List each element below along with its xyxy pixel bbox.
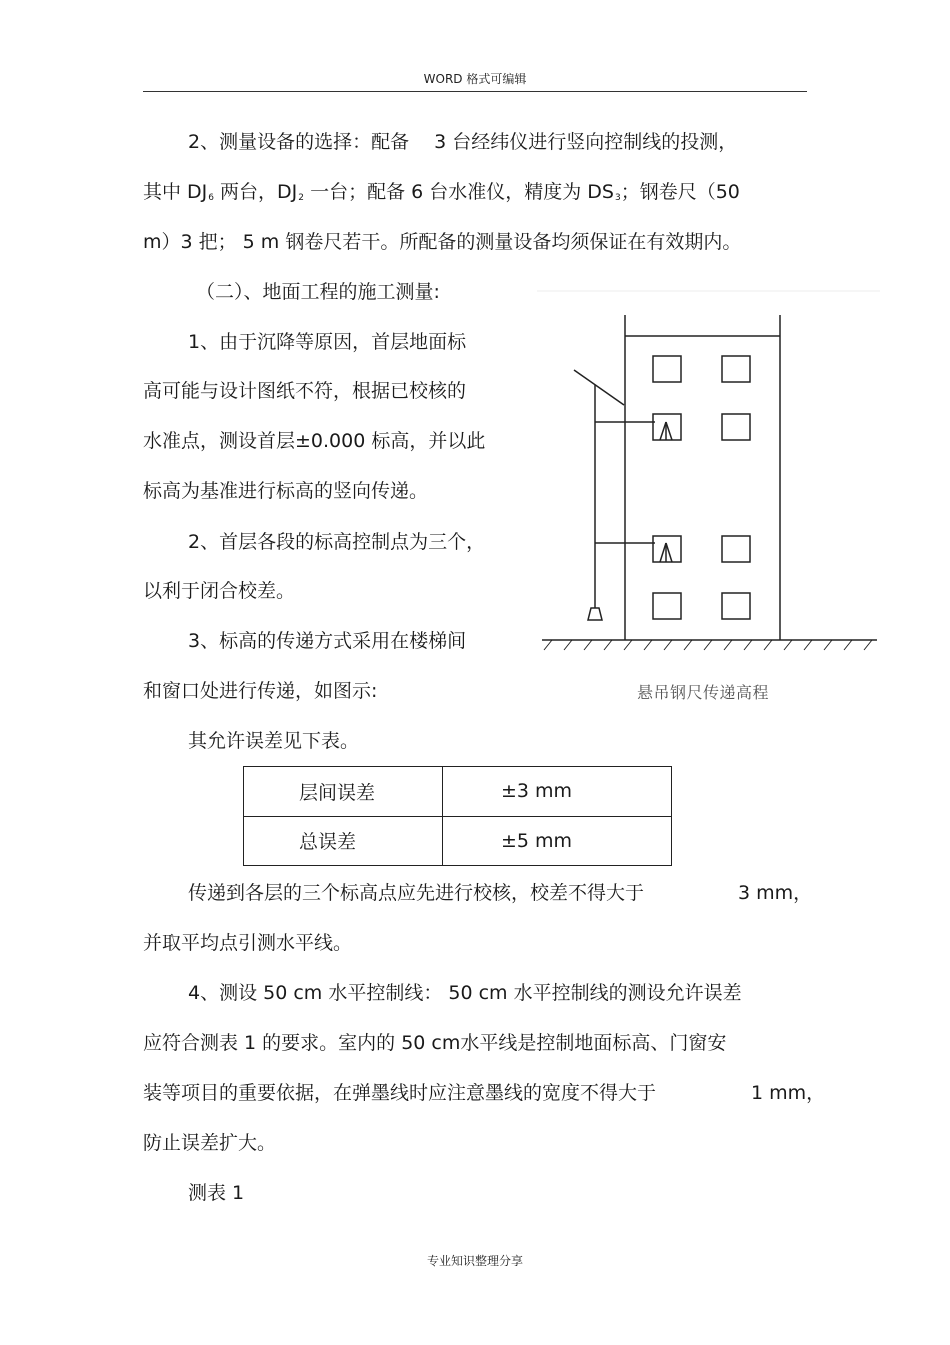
table-row	[244, 816, 672, 866]
text-segment: 一台；配备 6 台水准仪，精度为 DS	[304, 181, 614, 203]
table-cell-value: ±5 mm	[443, 816, 672, 866]
paragraph-50cm-line3b: 1 mm，	[751, 1082, 826, 1104]
paragraph-equipment-line2	[143, 179, 740, 209]
paragraph-control-points-line2: 以利于闭合校差。	[143, 580, 296, 602]
table-row	[244, 767, 672, 817]
table-cell-value: ±3 mm	[443, 767, 672, 817]
text-segment: 其中 DJ	[143, 181, 208, 203]
subscript: 6	[208, 193, 215, 203]
paragraph-equipment-line1: 2、测量设备的选择：配备 3 台经纬仪进行竖向控制线的投测，	[188, 131, 738, 153]
text-segment: ；钢卷尺（50	[620, 181, 740, 203]
paragraph-check-line1b: 3 mm，	[738, 882, 813, 904]
table-reference: 测表 1	[188, 1182, 245, 1204]
window	[653, 356, 681, 382]
paragraph-transfer-line2: 和窗口处进行传递，如图示:	[143, 680, 378, 702]
paragraph-equipment-line3: m）3 把； 5 m 钢卷尺若干。所配备的测量设备均须保证在有效期内。	[143, 231, 742, 253]
text-segment: 两台，DJ	[214, 181, 298, 203]
page-footer: 专业知识整理分享	[426, 1254, 523, 1268]
paragraph-settlement-line3: 水准点，测设首层±0.000 标高，并以此	[143, 430, 486, 452]
paragraph-transfer-line3: 其允许误差见下表。	[188, 730, 360, 752]
paragraph-50cm-line2: 应符合测表 1 的要求。室内的 50 cm水平线是控制地面标高、门窗安	[143, 1032, 727, 1054]
header-divider	[143, 91, 807, 92]
paragraph-transfer-line1: 3、标高的传递方式采用在楼梯间	[188, 630, 467, 652]
elevation-transfer-figure	[537, 290, 882, 710]
window	[722, 536, 750, 562]
window	[722, 593, 750, 619]
paragraph-50cm-line1: 4、测设 50 cm 水平控制线： 50 cm 水平控制线的测设允许误差	[188, 982, 742, 1004]
window	[653, 536, 681, 562]
window	[722, 414, 750, 440]
figure-caption: 悬吊钢尺传递高程	[637, 683, 770, 702]
error-table	[243, 766, 672, 866]
window	[653, 593, 681, 619]
paragraph-50cm-line3a: 装等项目的重要依据，在弹墨线时应注意墨线的宽度不得大于	[143, 1082, 657, 1104]
paragraph-settlement-line4: 标高为基准进行标高的竖向传递。	[143, 480, 429, 502]
section-title: （二）、地面工程的施工测量:	[196, 281, 440, 303]
subscript: 2	[298, 193, 305, 203]
paragraph-50cm-line4: 防止误差扩大。	[143, 1132, 277, 1154]
window	[722, 356, 750, 382]
paragraph-check-line2: 并取平均点引测水平线。	[143, 932, 353, 954]
paragraph-check-line1a: 传递到各层的三个标高点应先进行校核，校差不得大于	[188, 882, 645, 904]
table-cell-label: 层间误差	[244, 767, 443, 817]
paragraph-settlement-line1: 1、由于沉降等原因，首层地面标	[188, 331, 467, 353]
paragraph-settlement-line2: 高可能与设计图纸不符，根据已校核的	[143, 380, 467, 402]
paragraph-control-points-line1: 2、首层各段的标高控制点为三个，	[188, 531, 486, 553]
page-header: WORD 格式可编辑	[423, 72, 527, 86]
table-cell-label: 总误差	[244, 816, 443, 866]
subscript: 3	[614, 193, 621, 203]
